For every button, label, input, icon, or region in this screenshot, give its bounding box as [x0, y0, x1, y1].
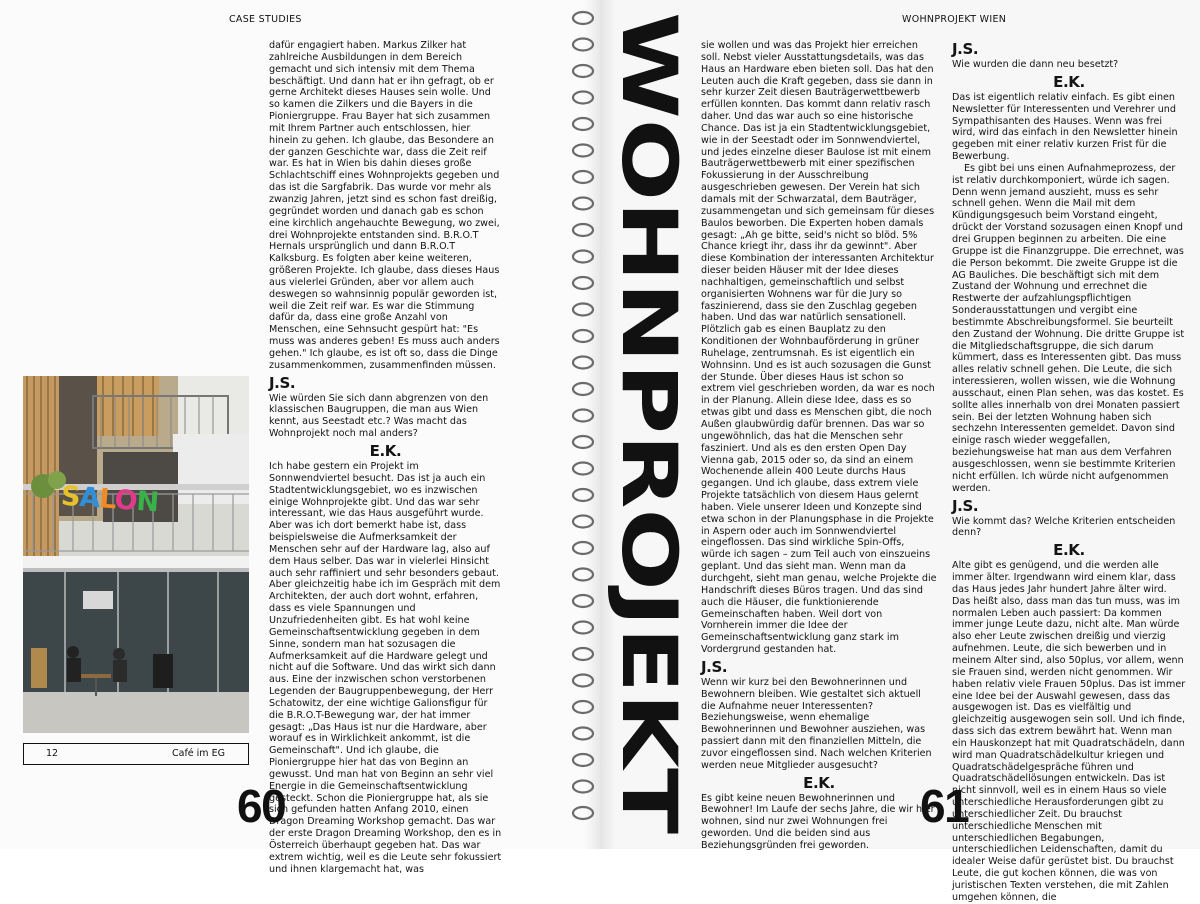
- question-paragraph: Wenn wir kurz bei den Bewohnerinnen und Bewohnern bleiben. Wie gestaltet sich aktuell die Aufnahme neuer Interessenten? Beziehungsweise, wenn ehemalige Bewohnerinnen und Bewohner ausziehen, was passiert dann mit den finanziellen Mitteln, die zuvor eingeflossen sind. Nach welchen Kriterien werden neue Mitglieder ausgesucht?: [701, 676, 932, 771]
- running-head-right: WOHNPROJEKT WIEN: [902, 14, 1007, 25]
- answer-paragraph: Alte gibt es genügend, und die werden alle immer älter. Irgendwann wird einem klar, dass das Haus jedes Jahr hundert Jahre älter wird. Das heißt also, dass man das tun muss, was im normalen Leben auch passiert: Da kommen immer junge Leute dazu, nicht alte. Man würde also eher Leute zwischen dreißig und vierzig aufnehmen. Leute, die sich bewerben und in meinem Alter sind, also 50plus, vor allem, wenn sie Frauen sind, werden nicht genommen. Wir haben relativ viele Frauen 50plus. Das ist immer eine Idee bei der Auswahl gewesen, dass das ausgewogen ist. Das es vielfältig und gleichzeitig ausgewogen sein soll. Und ich finde, dass sich das extrem bewährt hat. Wenn man ein Hauskonzept hat mit Quadratschädeln, dann wird man Quadratschädelkultur kriegen und Quadratschädelgespräche führen und Quadratschädellösungen entwickeln. Das ist nicht sinnvoll, weil es in einem Haus so viele unterschiedliche Herausforderungen gibt zu unterschiedlicher Zeit. Du brauchst unterschiedliche Menschen mit unterschiedlichen Begabungen, unterschiedlichen Leidenschaften, damit du idealer Weise dafür gerüstet bist. Du brauchst Leute, die gut kochen können, die was von juristischen Texten verstehen, die mit Zahlen umgehen können, die: [952, 560, 1186, 903]
- left-page: [0, 0, 600, 875]
- speaker-label-ek: E.K.: [1053, 72, 1085, 91]
- caption-text: Café im EG: [172, 748, 225, 759]
- sign-letter-o: O: [113, 484, 138, 517]
- photo-caption: [23, 743, 249, 765]
- right-text-column-2: [952, 38, 1186, 904]
- cafe-photo-illustration: [23, 376, 249, 733]
- speaker-label-js: J.S.: [952, 40, 979, 58]
- page-number-left: 60: [237, 780, 286, 832]
- speaker-label-ek: E.K.: [803, 773, 835, 792]
- answer-paragraph: Ich habe gestern ein Projekt im Sonnwendviertel besucht. Das ist ja auch ein Stadtentwicklungsgebiet, wo es inzwischen einige Wohnprojekte gibt. Und das war sehr interessant, wie das Haus ausgeführt wurde. Aber was ich dort bemerkt habe ist, dass beispielsweise die Aufmerksamkeit der Menschen sehr auf der Hardware lag, also auf dem Haus selber. Das war in vielerlei Hinsicht auch sehr raffiniert und sehr besonders gebaut. Aber gleichzeitig habe ich im Gespräch mit dem Architekten, der auch dort wohnt, erfahren, dass es viele Spannungen und Unzufriedenheiten gibt. Es hat wohl keine Gemeinschaftsentwicklung gegeben in dem Sinne, sondern man hat sozusagen die Aufmerksamkeit auf die Hardware gelegt und nicht auf die Software. Und das wirkt sich dann aus. Eine der inzwischen schon verstorbenen Legenden der Baugruppenbewegung, der Herr Schatowitz, der eine wichtige Galionsfigur für die B.R.O.T-Bewegung war, der hat immer gesagt: „Das Haus ist nur die Hardware, aber worauf es in Wirklichkeit ankommt, ist die Gemeinschaft". Und ich glaube, die Pioniergruppe hier hat das von Beginn an gewusst. Und man hat von Beginn an sehr viel Energie in die Gemeinschaftsentwicklung gesteckt. Schon die Pioniergruppe hat, als sie sich gefunden hatten Anfang 2010, einen Dragon Dreaming Workshop gemacht. Das war der erste Dragon Dreaming Workshop, den es in Österreich überhaupt gegeben hat. Das war extrem wichtig, weil es die Leute sehr fokussiert und ihnen klargemacht hat, was: [269, 461, 502, 875]
- speaker-label-js: J.S.: [952, 496, 979, 515]
- speaker-label-ek: E.K.: [369, 442, 402, 460]
- vertical-title-text: WOHNPROJEKT: [605, 12, 694, 658]
- question-paragraph: Wie wurden die dann neu besetzt?: [952, 59, 1119, 70]
- sign-letter-a: A: [78, 481, 101, 515]
- sign-letter-l: L: [98, 483, 116, 516]
- answer-paragraph: Es gibt bei uns einen Aufnahmeprozess, der ist relativ durchkomponiert, würde ich sagen. Denn wenn jemand auszieht, muss es sehr schnell gehen. Wenn die Mail mit dem Kündigungsgesuch beim Vorstand eingeht, drückt der Vorstand sozusagen einen Knopf und drei Gruppen beginnen zu arbeiten. Die eine Gruppe ist die Finanzgruppe. Die errechnet, was die Person bekommt. Die zweite Gruppe ist die AG Bauliches. Die beschäftigt sich mit dem Zustand der Wohnung und errechnet die Restwerte der aufzahlungspflichtigen Sonderausstattungen und vergibt eine bestimmte Abschreibungsformel. Sie beurteilt den Zustand der Wohnung. Die dritte Gruppe ist die Mitgliedschaftsgruppe, die sich darum kümmert, dass es Interessenten gibt. Das muss alles relativ schnell gehen. Die Leute, die sich interessieren, wollen wissen, wie die Wohnung ausschaut, einen Plan sehen, was das kostet. Es sollte alles innerhalb von drei Monaten passiert sein. Bei der letzten Wohnung haben sich sechzehn Interessenten gemeldet. Davon sind einige rasch wieder weggefallen, beziehungsweise hat man aus dem Verfahren ausgeschlossen, wenn sie bestimmte Kriterien nicht erfüllen. Ich würde nicht aufgenommen werden.: [952, 162, 1185, 494]
- sign-letter-n: N: [135, 485, 160, 519]
- right-text-column-1: [701, 40, 937, 852]
- running-head-left: CASE STUDIES: [229, 14, 302, 25]
- cafe-photo: [23, 376, 249, 733]
- left-text-column: [269, 40, 502, 876]
- speaker-label-js: J.S.: [701, 657, 728, 676]
- speaker-label-js: J.S.: [269, 373, 296, 392]
- right-page: [600, 0, 1200, 903]
- speaker-label-ek: E.K.: [1053, 541, 1085, 560]
- intro-paragraph: dafür engagiert haben. Markus Zilker hat zahlreiche Ausbildungen in dem Bereich gemacht und sich intensiv mit dem Thema beschäftigt. Und dann hat er ihn gefragt, ob er gerne Architekt dieses Hauses sein wolle. Und so kamen die Zilkers und die Bayers in die Pioniergruppe. Frau Bayer hat sich zusammen mit Ihrem Partner auch entschlossen, hier hinein zu gehen. Ich glaube, das Besondere an der ganzen Geschichte war, dass die Zeit reif war. Es hat in Wien bis dahin dieses große Schlachtschiff eines Wohnprojekts gegeben und das ist die Sargfabrik. Das wurde vor mehr als zwanzig Jahren, jetzt sind es schon fast dreißig, gegründet worden und danach gab es schon eine kirchlich angehauchte Bewegung, wo zwei, drei Wohnprojekte entstanden sind. B.R.O.T Hernals ursprünglich und dann B.R.O.T Kalksburg. Es folgten aber keine weiteren, größeren Projekte. Ich glaube, dass dieses Haus aus vielerlei Gründen, aber vor allem auch deswegen so wahnsinnig populär geworden ist, weil die Zeit reif war. Es war die Stimmung dafür da, dass eine große Anzahl von Menschen, eine Sehnsucht gespürt hat: "Es muss was anderes geben! Es muss auch anders gehen." Ich glaube, es ist oft so, dass die Dinge zusammenkommen, zusammenfinden müssen.: [269, 40, 500, 371]
- answer-paragraph: Das ist eigentlich relativ einfach. Es gibt einen Newsletter für Interessenten und Verehrer und Sympathisanten des Hauses. Wenn was frei wird, wird das einfach in den Newsletter hinein gegeben mit einer relativ kurzen Frist für die Bewerbung.: [952, 91, 1178, 163]
- answer-continuation-paragraph: sie wollen und was das Projekt hier erreichen soll. Nebst vieler Ausstattungsdetails, was das Haus an Hardware eben bieten soll. Das hat den Leuten auch die Kraft gegeben, dass sie dann in sehr kurzer Zeit diesen Bauträgerwettbewerb erfüllen konnten. Das kommt dann relativ rasch daher. Und das war auch so eine historische Chance. Das ist ja ein Stadtentwicklungsgebiet, wie in der Seestadt oder im Sonnwendviertel, und jedes einzelne dieser Baulose ist mit einem Bauträgerwettbewerb mit einer spezifischen Fokussierung in der Ausschreibung ausgeschrieben gewesen. Der Verein hat sich damals mit der Schwarzatal, dem Bauträger, zusammengetan und sich gemeinsam für dieses Baulos beworben. Die Experten hoben damals gesagt: „Ah ge bitte, seid's nicht so blöd. 5% Chance kriegt ihr, dass ihr da gewinnt". Aber diese Kombination der interessanten Architektur dieser beiden Häuser mit der Idee dieses nachhaltigen, gemeinschaftlich und selbst organisierten Wohnens war für die Jury so faszinierend, dass sie den Zuschlag gegeben haben. Und das war natürlich sensationell. Plötzlich gab es einen Bauplatz zu den Konditionen der Wohnbauförderung in grüner Ruhelage, zentrumsnah. Es ist eigentlich ein Wohnsinn. Und es ist auch sozusagen die Gunst der Stunde. Über dieses Haus ist schon so extrem viel geschrieben worden, da war es noch in der Planung. Allein diese Idee, dass es so etwas gibt und dass es Menschen gibt, die noch Außen glaubwürdig dafür brennen. Das war so ungewöhnlich, das hat die Menschen sehr fasziniert. Und als es den ersten Open Day Vienna gab, 2015 oder so, da sind an einem Wochenende allein 400 Leute durchs Haus gegangen. Und ich glaube, dass extrem viele Projekte tatsächlich von diesem Haus gelernt haben. Viele unserer Ideen und Konzepte sind etwa schon in der Planungsphase in die Projekte in Aspern oder auch im Sonnwendviertel eingeflossen. Das sind wirkliche Spin-Offs, würde ich sagen – zum Teil auch von einszueins geplant. Und das sieht man. Wenn man da durchgeht, sieht man genau, welche Projekte die Handschrift dieses Büros tragen. Und das sind auch die Häuser, die funktionierende Gemeinschaften haben. Weil dort von Vornherein immer die Idee der Gemeinschaftsentwicklung ganz stark im Vordergrund gestanden hat.: [701, 40, 937, 656]
- page-number-right: 61: [920, 780, 969, 832]
- question-paragraph: Wie kommt das? Welche Kriterien entscheiden denn?: [952, 515, 1176, 539]
- caption-number: 12: [46, 748, 59, 759]
- sign-letter-s: S: [60, 480, 81, 513]
- question-paragraph: Wie würden Sie sich dann abgrenzen von den klassischen Baugruppen, die man aus Wien kennt, aus Seestadt etc.? Was macht das Wohnprojekt noch mal anders?: [269, 392, 489, 440]
- answer-paragraph: Es gibt keine neuen Bewohnerinnen und Bewohner! Im Laufe der sechs Jahre, die wir hier wohnen, sind nur zwei Wohnungen frei geworden. Und die beiden sind aus Beziehungsgründen frei geworden.: [701, 792, 935, 851]
